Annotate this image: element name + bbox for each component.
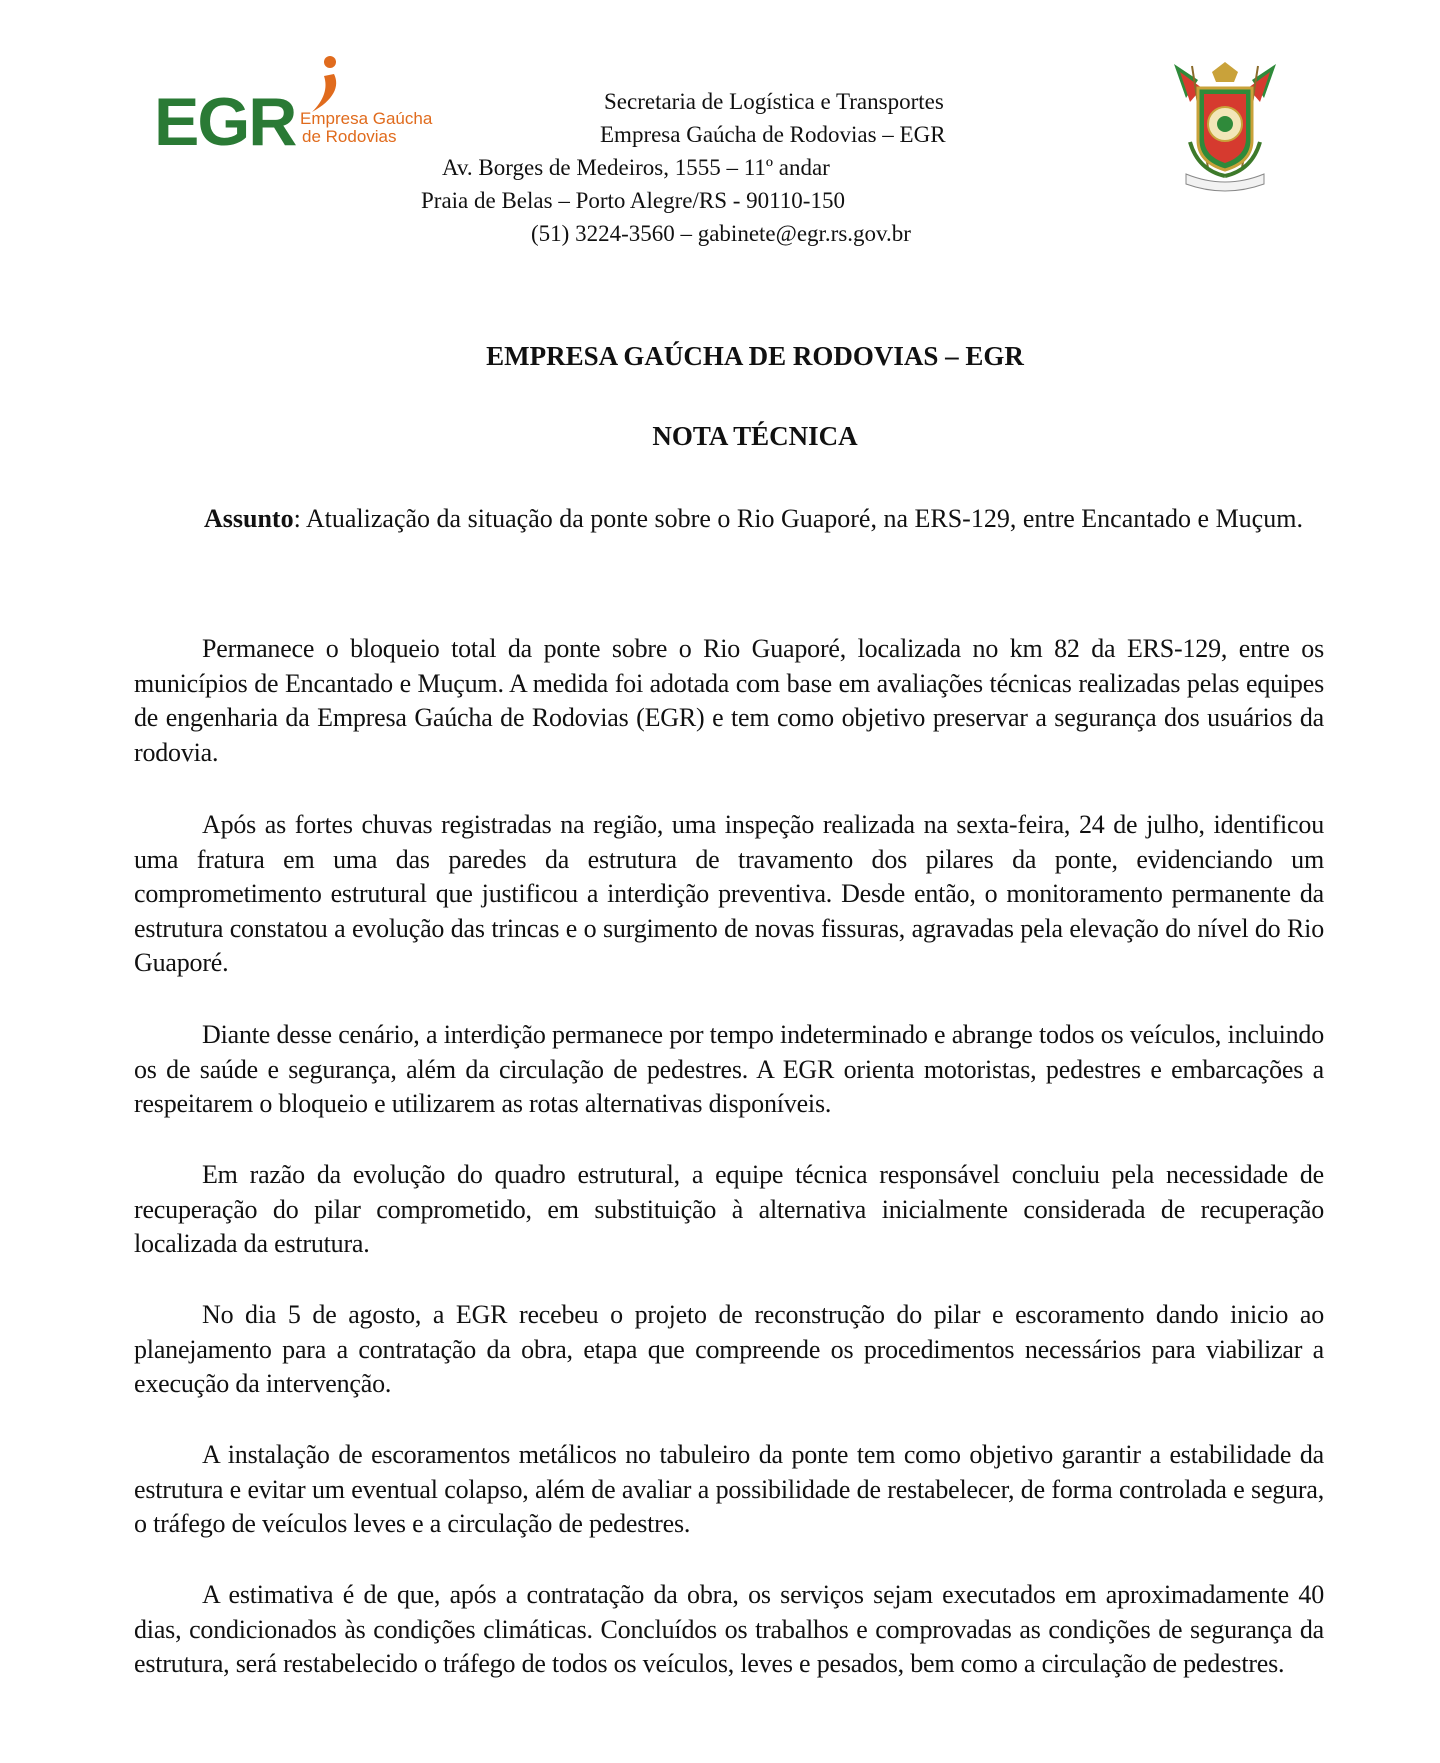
paragraph-5: No dia 5 de agosto, a EGR recebeu o projeto de reconstrução do pilar e escoramento dando inicio ao planejamento para a contratação da obra, etapa que compreende os procedimentos necessários para viabilizar a execução da intervenção. <box>134 1300 1324 1398</box>
paragraph-2: Após as fortes chuvas registradas na região, uma inspeção realizada na sexta-feira, 24 de julho, identificou uma fratura em uma das paredes da estrutura de travamento dos pilares da ponte, evidenciando um comprometimento estrutural que justificou a interdição preventiva. Desde então, o monitoramento permanente da estrutura constatou a evolução das trincas e o surgimento de novas fissuras, agravadas pela elevação do nível do Rio Guaporé. <box>134 810 1324 977</box>
letterhead-company: Empresa Gaúcha de Rodovias – EGR <box>600 122 946 147</box>
logo-acronym: EGR <box>154 84 296 160</box>
subject-line <box>204 502 1324 536</box>
paragraph-4: Em razão da evolução do quadro estrutural, a equipe técnica responsável concluiu pela necessidade de recuperação do pilar comprometido, em substituição à alternativa inicialmente considerada de recuperação localizada da estrutura. <box>134 1160 1324 1258</box>
subject-text: : Atualização da situação da ponte sobre o Rio Guaporé, na ERS-129, entre Encantado e Muçum. <box>293 504 1303 533</box>
organization-title: EMPRESA GAÚCHA DE RODOVIAS – EGR <box>486 341 1024 371</box>
logo-subtitle-line1: Empresa Gaúcha <box>300 109 433 128</box>
letterhead-address: Av. Borges de Medeiros, 1555 – 11º andar <box>442 155 830 180</box>
paragraph-6: A instalação de escoramentos metálicos no tabuleiro da ponte tem como objetivo garantir a estabilidade da estrutura e evitar um eventual colapso, além de avaliar a possibilidade de restabelecer, de forma controlada e segura, o tráfego de veículos leves e a circulação de pedestres. <box>134 1440 1324 1538</box>
paragraph-3: Diante desse cenário, a interdição permanece por tempo indeterminado e abrange todos os veículos, incluindo os de saúde e segurança, além da circulação de pedestres. A EGR orienta motoristas, pedestres e embarcações a respeitarem o bloqueio e utilizarem as rotas alternativas disponíveis. <box>134 1020 1324 1118</box>
egr-logo <box>154 52 454 160</box>
logo-subtitle-line2: de Rodovias <box>302 127 397 146</box>
subject-label: Assunto <box>204 504 294 533</box>
letterhead-secretaria: Secretaria de Logística e Transportes <box>604 89 944 114</box>
letterhead-city: Praia de Belas – Porto Alegre/RS - 90110-150 <box>421 188 845 213</box>
document-type-title: NOTA TÉCNICA <box>652 421 858 451</box>
paragraph-1: Permanece o bloqueio total da ponte sobre o Rio Guaporé, localizada no km 82 da ERS-129, entre os municípios de Encantado e Muçum. A medida foi adotada com base em avaliações técnicas realizadas pelas equipes de engenharia da Empresa Gaúcha de Rodovias (EGR) e tem como objetivo preservar a segurança dos usuários da rodovia. <box>134 634 1324 767</box>
coat-of-arms-icon <box>1168 58 1282 194</box>
letterhead-contact: (51) 3224-3560 – gabinete@egr.rs.gov.br <box>531 221 911 246</box>
logo-subtitle <box>300 110 432 146</box>
paragraph-7: A estimativa é de que, após a contratação da obra, os serviços sejam executados em aproximadamente 40 dias, condicionados às condições climáticas. Concluídos os trabalhos e comprovadas as condições de segurança da estrutura, será restabelecido o tráfego de todos os veículos, leves e pesados, bem como a circulação de pedestres. <box>134 1580 1324 1678</box>
